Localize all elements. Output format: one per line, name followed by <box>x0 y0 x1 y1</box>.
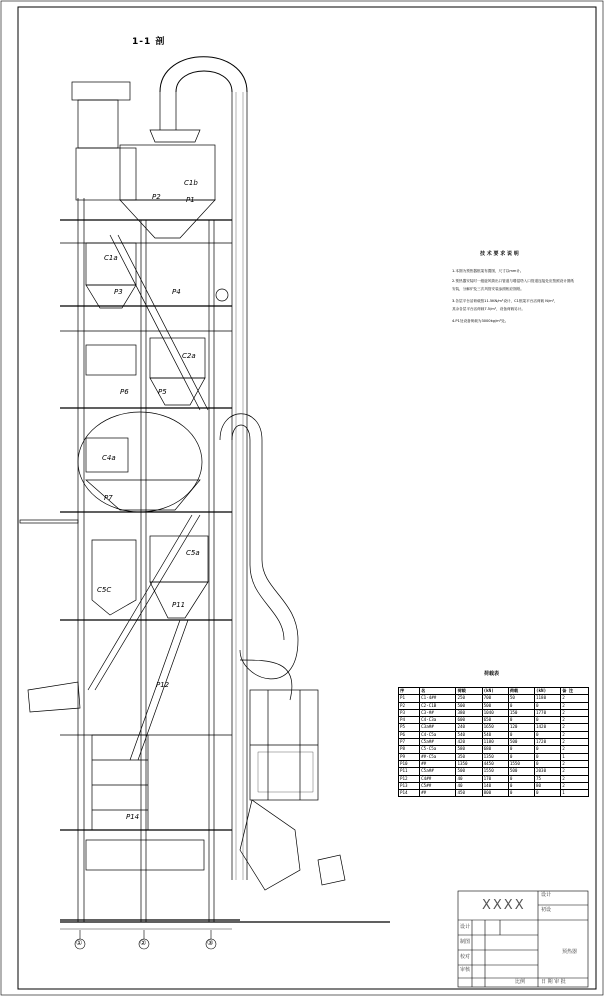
table-cell: 350 <box>456 753 482 760</box>
table-row <box>399 760 589 767</box>
table-cell: 0 <box>535 746 561 753</box>
table-cell: 0 <box>535 790 561 797</box>
table-cell: ## <box>420 790 456 797</box>
table-cell: 0 <box>535 760 561 767</box>
table-header-cell: 名 <box>420 688 456 695</box>
table-cell: C5a## <box>420 768 456 775</box>
table-cell: 40 <box>456 782 482 789</box>
point-label: P14 <box>126 813 140 821</box>
section-title: 1-1 剖 <box>132 37 166 47</box>
point-label: P1 <box>186 196 195 204</box>
load-table <box>398 687 589 797</box>
table-cell: 1180 <box>535 695 561 702</box>
outer-border <box>1 1 603 995</box>
stage-value: 初设 <box>541 907 552 913</box>
note-line: 1.本图为预热器框架布置图，尺寸以mm计。 <box>452 269 524 273</box>
table-cell: 2 <box>561 775 589 782</box>
table-cell: 250 <box>456 695 482 702</box>
table-cell: 80 <box>535 782 561 789</box>
notes-title: 技 术 要 求 说 明 <box>480 251 519 257</box>
table-cell: 600 <box>456 717 482 724</box>
table-header-cell: 序 <box>399 688 420 695</box>
table-cell: 40 <box>456 775 482 782</box>
table-cell: 240 <box>456 724 482 731</box>
load-table-title: 荷载表 <box>484 671 500 677</box>
cyclone-label-c3: C4a <box>102 454 116 462</box>
table-cell: 650 <box>482 717 508 724</box>
table-row <box>399 739 589 746</box>
table-cell: 1550 <box>482 768 508 775</box>
table-cell: C4## <box>420 775 456 782</box>
tb-row-label: 审核 <box>460 967 471 973</box>
table-cell: 500 <box>508 739 534 746</box>
table-cell: 140 <box>482 782 508 789</box>
table-cell: 800 <box>482 790 508 797</box>
table-header-cell: (kN) <box>482 688 508 695</box>
table-cell: 0 <box>535 702 561 709</box>
table-cell: 540 <box>482 731 508 738</box>
table-cell: 2 <box>561 724 589 731</box>
tb-row-label: 设计 <box>460 924 471 930</box>
table-header-row <box>399 688 589 695</box>
table-cell: C5a## <box>420 739 456 746</box>
table-row <box>399 775 589 782</box>
note-line: 3.各层平台活荷载按11.5KN/m²设计，C1框架平台活荷载 N/m²， <box>452 299 558 303</box>
axis-label: ① <box>76 939 83 947</box>
point-label: P5 <box>158 388 167 396</box>
table-cell: 2 <box>561 702 589 709</box>
cyclone-label-c2: C2a <box>182 352 196 360</box>
axis-label: ③ <box>207 939 214 947</box>
table-cell: 170 <box>482 775 508 782</box>
table-cell: P7 <box>399 739 420 746</box>
table-cell: 0 <box>508 702 534 709</box>
point-label: P7 <box>104 494 113 502</box>
tb-row-label: 校对 <box>460 954 471 960</box>
table-cell: 0 <box>535 717 561 724</box>
table-cell: 2030 <box>535 768 561 775</box>
table-cell: 1650 <box>482 724 508 731</box>
note-line: 4.P1处设备荷载为3000kg/m²处。 <box>452 319 509 323</box>
table-cell: 540 <box>456 731 482 738</box>
table-header-cell: 荷载 <box>508 688 534 695</box>
table-cell: P9 <box>399 753 420 760</box>
table-header-cell: 荷载 <box>456 688 482 695</box>
table-cell: 0 <box>508 790 534 797</box>
table-row <box>399 724 589 731</box>
table-cell: 0 <box>508 717 534 724</box>
table-cell: 2 <box>561 746 589 753</box>
table-cell: P8 <box>399 746 420 753</box>
axis-label: ② <box>140 939 147 947</box>
table-cell: 0 <box>535 731 561 738</box>
table-row <box>399 753 589 760</box>
point-label: P2 <box>152 193 161 201</box>
table-cell: P14 <box>399 790 420 797</box>
cyclone-label-c1b: C1b <box>184 179 198 187</box>
table-cell: P13 <box>399 782 420 789</box>
table-cell: 2 <box>561 731 589 738</box>
table-cell: C1-4## <box>420 695 456 702</box>
table-cell: P11 <box>399 768 420 775</box>
table-cell: 120 <box>508 724 534 731</box>
table-cell: 500 <box>508 768 534 775</box>
table-cell: 2 <box>561 709 589 716</box>
table-row <box>399 695 589 702</box>
table-cell: 2 <box>561 739 589 746</box>
title-block-footer: 日 期 审 批 <box>541 979 566 985</box>
table-cell: P5 <box>399 724 420 731</box>
cyclone-label-c4: C5a <box>186 549 200 557</box>
cyclone-label-c5: C5C <box>97 586 112 594</box>
project-name: XXXX <box>482 898 526 913</box>
note-line: 其余各层平台活荷载7.5/m²，设备荷载另计。 <box>452 307 525 311</box>
table-cell: ##-C5a <box>420 753 456 760</box>
table-cell: 700 <box>482 695 508 702</box>
table-cell: P2 <box>399 702 420 709</box>
table-cell: C3a## <box>420 724 456 731</box>
point-label: P11 <box>172 601 186 609</box>
table-header-cell: (kN) <box>535 688 561 695</box>
table-cell: 2 <box>561 695 589 702</box>
table-cell: 50 <box>508 695 534 702</box>
table-cell: 500 <box>456 702 482 709</box>
table-cell: ## <box>420 760 456 767</box>
table-cell: 0 <box>508 753 534 760</box>
table-cell: 0 <box>508 746 534 753</box>
table-cell: C4-C5a <box>420 731 456 738</box>
drawing-title: 预热器 <box>562 949 578 955</box>
table-row <box>399 702 589 709</box>
table-cell: 0 <box>535 753 561 760</box>
note-line: 安装，分解炉及三次风管安装参照相应图纸。 <box>452 287 524 291</box>
table-cell: 75 <box>535 775 561 782</box>
table-cell: 0 <box>508 782 534 789</box>
table-row <box>399 790 589 797</box>
tb-row-label: 制图 <box>460 939 471 945</box>
table-cell: 150 <box>508 709 534 716</box>
table-cell: C5-C5a <box>420 746 456 753</box>
table-cell: P6 <box>399 731 420 738</box>
table-cell: 1550 <box>508 760 534 767</box>
table-cell: 500 <box>482 702 508 709</box>
table-cell: 380 <box>456 709 482 716</box>
preheater-structure <box>20 57 390 929</box>
table-cell: 580 <box>456 746 482 753</box>
point-label: P6 <box>120 388 129 396</box>
table-cell: 4450 <box>482 760 508 767</box>
table-cell: C4-C3a <box>420 717 456 724</box>
table-cell: 2 <box>561 717 589 724</box>
table-cell: P3 <box>399 709 420 716</box>
note-line: 2.预热器安装时一级旋风筒出口管道与增湿塔入口管道连接处应按照设计图纸 <box>452 279 575 283</box>
scale-label: 比例 <box>515 979 526 985</box>
table-cell: 1 <box>561 790 589 797</box>
table-cell: 2 <box>561 782 589 789</box>
table-cell: 420 <box>456 739 482 746</box>
point-label: P4 <box>172 288 181 296</box>
table-cell: C2-C1B <box>420 702 456 709</box>
table-cell: 1720 <box>535 739 561 746</box>
design-stage-label: 设计 <box>541 892 552 898</box>
table-cell: 1 <box>561 753 589 760</box>
table-cell: 1180 <box>482 739 508 746</box>
table-cell: P10 <box>399 760 420 767</box>
table-header-cell: 备 注 <box>561 688 589 695</box>
table-cell: P1 <box>399 695 420 702</box>
table-row <box>399 782 589 789</box>
table-row <box>399 709 589 716</box>
cyclone-label-c1a: C1a <box>104 254 118 262</box>
point-label: P3 <box>114 288 123 296</box>
point-label: P12 <box>156 681 170 689</box>
table-row <box>399 746 589 753</box>
table-cell: 1420 <box>535 724 561 731</box>
table-cell: C3-## <box>420 709 456 716</box>
table-cell: 500 <box>456 768 482 775</box>
table-cell: 1040 <box>482 709 508 716</box>
table-row <box>399 768 589 775</box>
table-cell: 1770 <box>535 709 561 716</box>
table-cell: 680 <box>482 746 508 753</box>
table-cell: 0 <box>508 775 534 782</box>
table-row <box>399 717 589 724</box>
table-row <box>399 731 589 738</box>
table-cell: 2 <box>561 768 589 775</box>
table-cell: P4 <box>399 717 420 724</box>
table-cell: C5## <box>420 782 456 789</box>
table-cell: 450 <box>456 790 482 797</box>
table-cell: 2 <box>561 760 589 767</box>
table-cell: 1350 <box>456 760 482 767</box>
table-cell: 1350 <box>482 753 508 760</box>
table-cell: 0 <box>508 731 534 738</box>
table-cell: P12 <box>399 775 420 782</box>
